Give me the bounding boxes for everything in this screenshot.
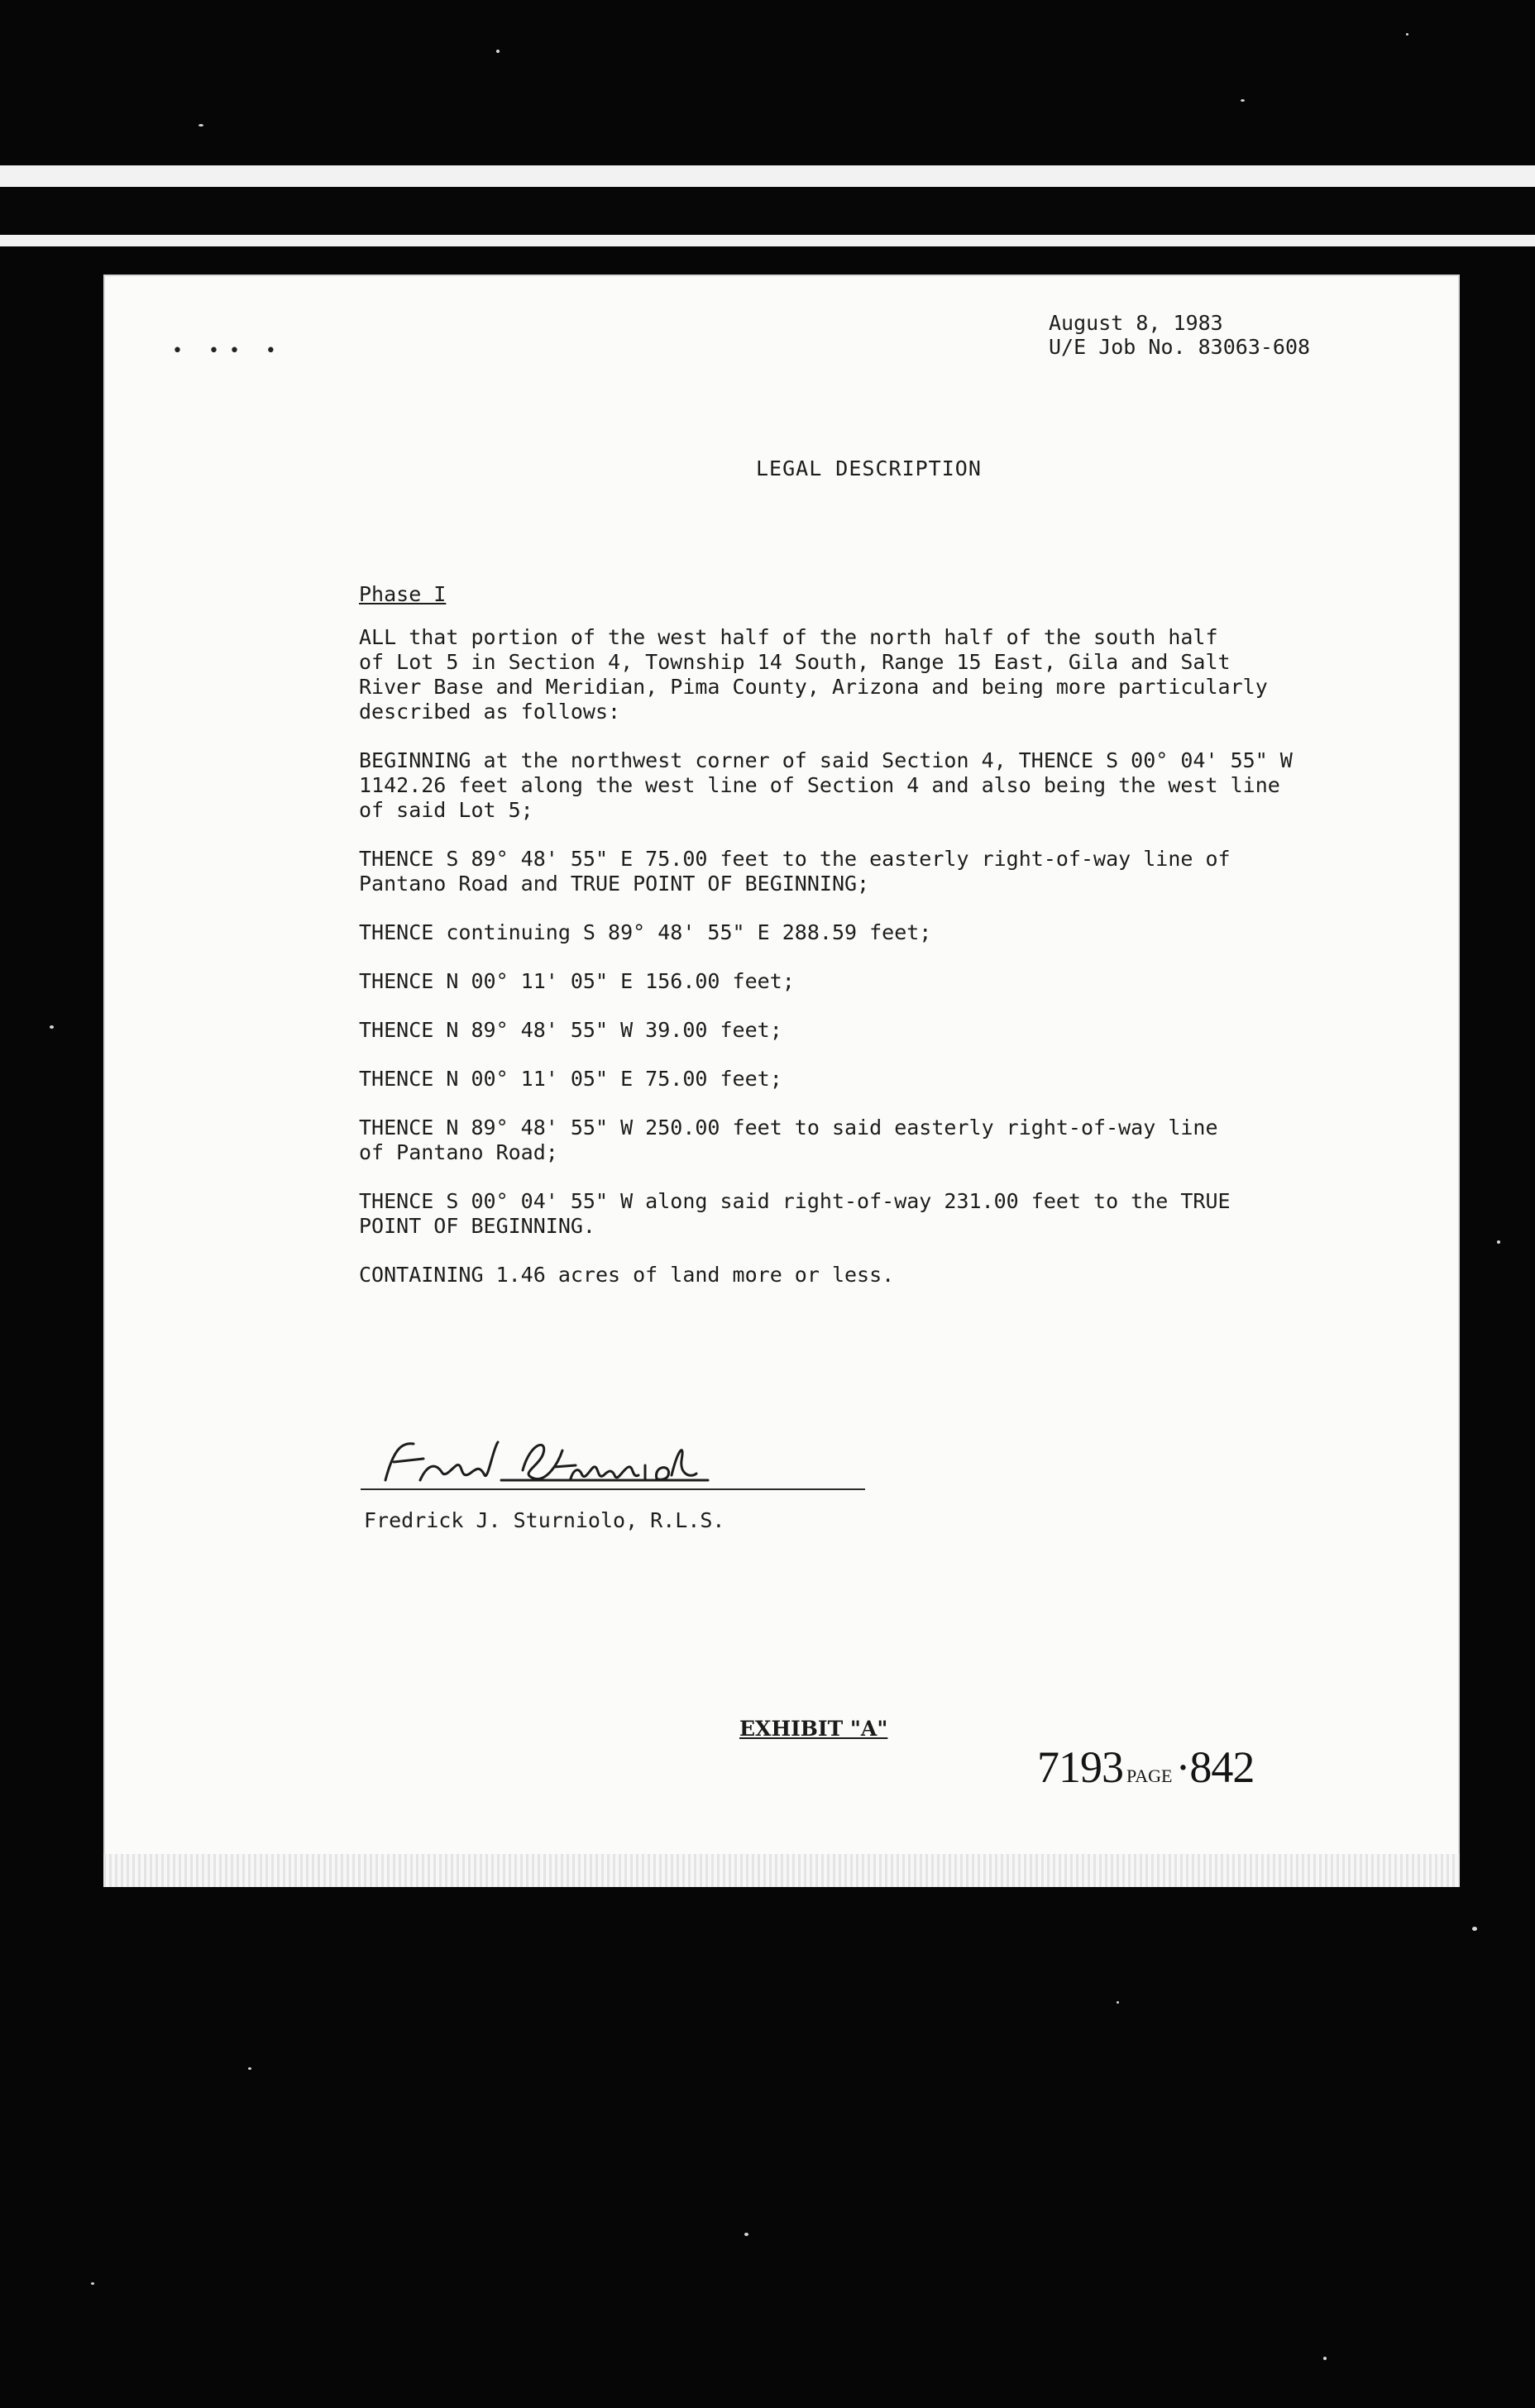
document-header <box>1049 311 1310 359</box>
scan-speck <box>91 2282 94 2285</box>
paragraph: THENCE S 89° 48' 55" E 75.00 feet to the easterly right-of-way line of Pantano Road and TRUE POINT OF BEGINNING; <box>359 847 1231 896</box>
legal-description-body <box>359 582 1384 1312</box>
paragraph: THENCE continuing S 89° 48' 55" E 288.59 feet; <box>359 920 932 944</box>
scan-speck <box>248 2067 251 2070</box>
document-date: August 8, 1983 <box>1049 311 1223 335</box>
page-label: PAGE <box>1126 1765 1173 1786</box>
page-number: 842 <box>1189 1742 1255 1792</box>
scan-speck <box>198 124 203 127</box>
document-title: LEGAL DESCRIPTION <box>756 456 982 480</box>
paragraph: THENCE N 00° 11' 05" E 75.00 feet; <box>359 1067 782 1091</box>
scan-speck <box>1323 2357 1327 2360</box>
scan-speck <box>1406 33 1408 36</box>
recording-stamp <box>1037 1742 1254 1793</box>
paragraph: CONTAINING 1.46 acres of land more or less. <box>359 1263 895 1287</box>
scan-speck <box>1497 1240 1500 1244</box>
paragraph: BEGINNING at the northwest corner of said Section 4, THENCE S 00° 04' 55" W 1142.26 feet along the west line of Section 4 and also being the west line of said Lot 5; <box>359 748 1293 822</box>
scan-speck <box>50 1025 54 1029</box>
scan-speck <box>496 50 500 53</box>
paragraph: THENCE S 00° 04' 55" W along said right-of-way 231.00 feet to the TRUE POINT OF BEGINNING. <box>359 1189 1231 1238</box>
signature-line <box>361 1488 865 1490</box>
scan-speck <box>1472 1927 1477 1931</box>
phase-heading: Phase I <box>359 582 447 606</box>
sheet-bottom-edge <box>103 1854 1460 1887</box>
paragraph: THENCE N 00° 11' 05" E 156.00 feet; <box>359 969 795 993</box>
signature-area <box>361 1432 865 1490</box>
paragraph: THENCE N 89° 48' 55" W 39.00 feet; <box>359 1018 782 1042</box>
stamp-dot: · <box>1175 1742 1190 1792</box>
job-number: U/E Job No. 83063-608 <box>1049 335 1311 359</box>
paragraph: THENCE N 89° 48' 55" W 250.00 feet to said easterly right-of-way line of Pantano Road; <box>359 1116 1218 1164</box>
scan-speck <box>1241 99 1245 102</box>
scan-speck <box>744 2233 748 2236</box>
docket-number: 7193 <box>1037 1742 1123 1792</box>
margin-mark: • •• • <box>172 341 286 361</box>
exhibit-label: EXHIBIT "A" <box>739 1717 888 1741</box>
scan-top-gap <box>0 187 1535 235</box>
handwritten-signature <box>377 1432 733 1490</box>
scan-speck <box>1117 2001 1119 2004</box>
signer-name: Fredrick J. Sturniolo, R.L.S. <box>364 1508 725 1532</box>
paragraph: ALL that portion of the west half of the north half of the south half of Lot 5 in Section 4, Township 14 South, Range 15 East, Gila and Salt River Base and Meridian, Pima County, Arizona and being more particularly described as follows: <box>359 625 1268 724</box>
